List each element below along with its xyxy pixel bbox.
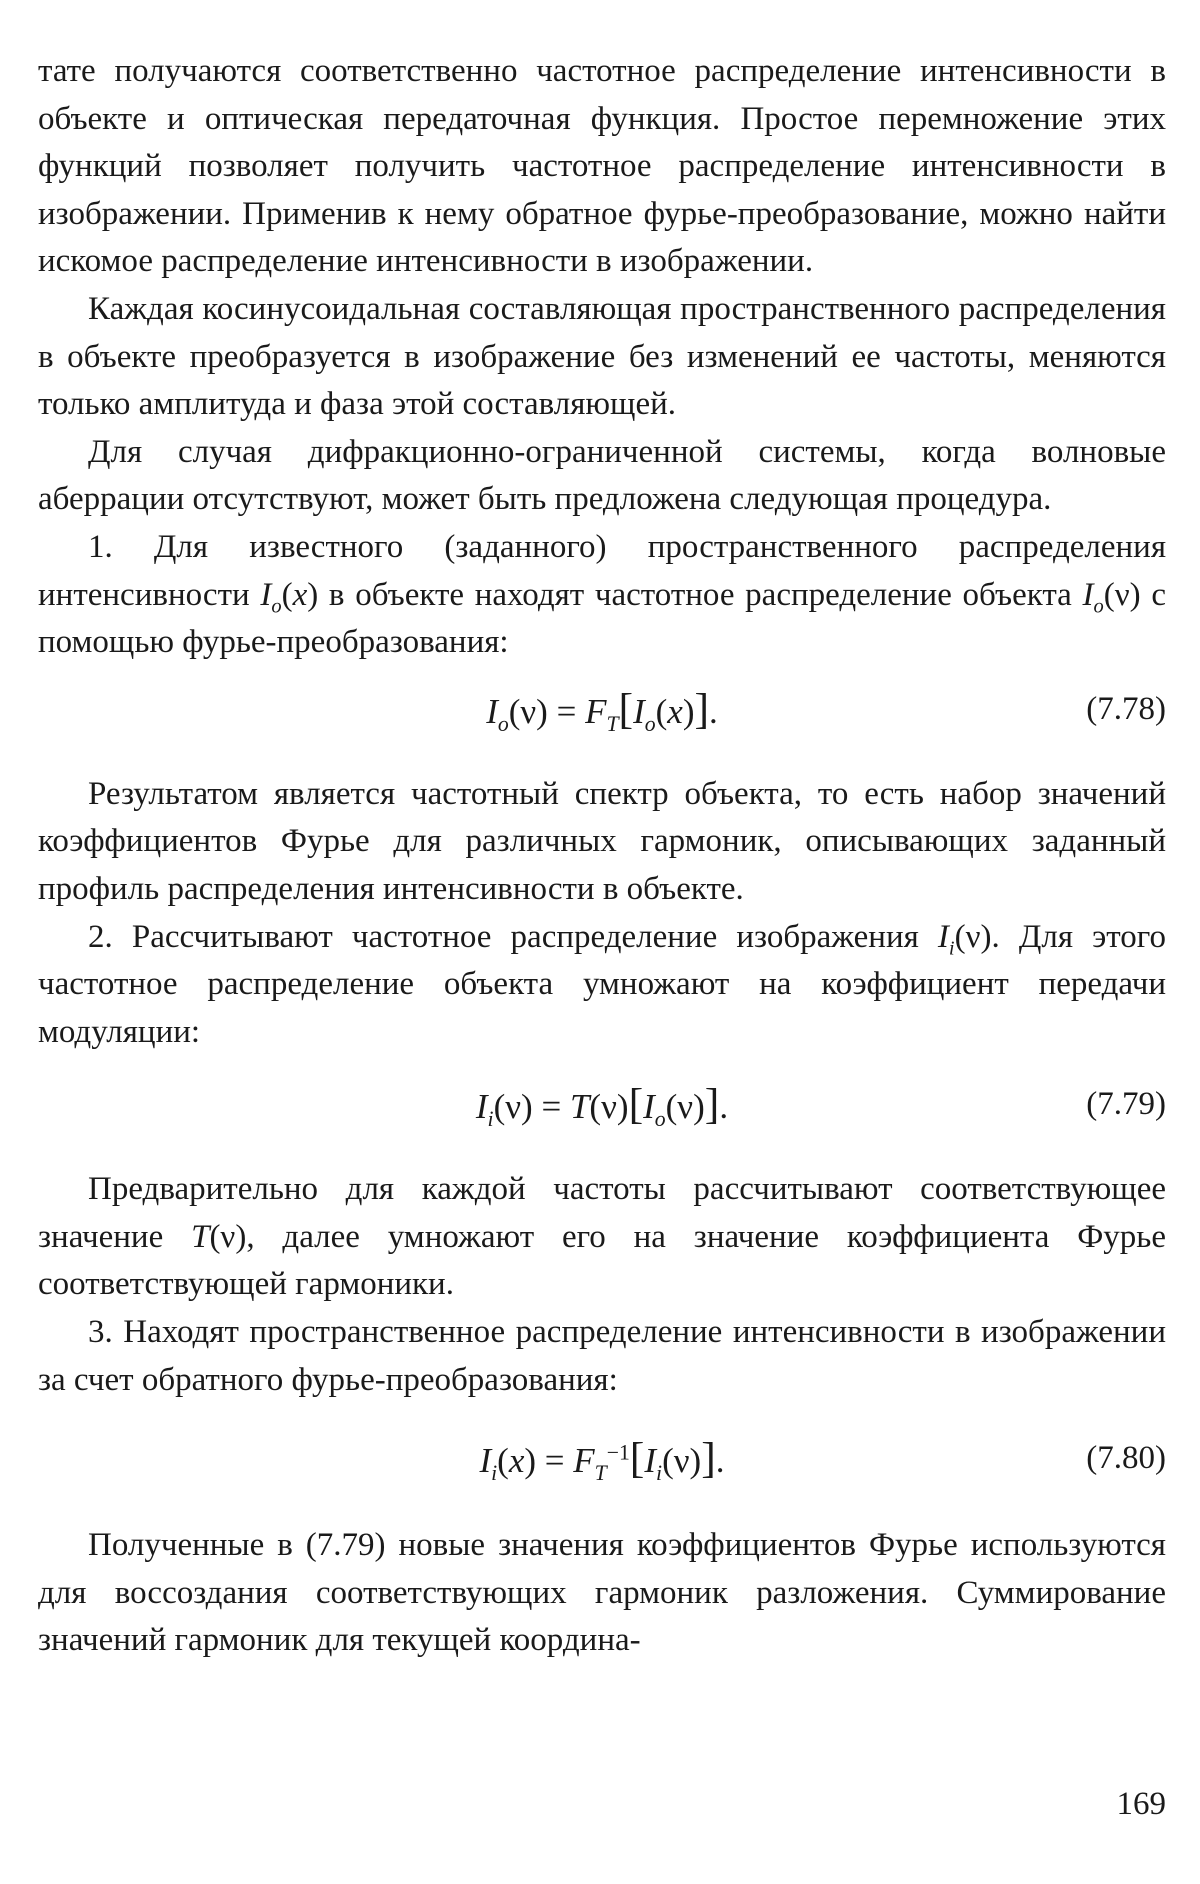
page-content	[38, 48, 1166, 1665]
equation-7-79	[38, 1080, 1166, 1132]
inline-formula-io-nu: $I_o$	[1082, 576, 1104, 618]
equation-7-78-formula: $I_o(\nu) = F_T[I_o(x)]$.	[486, 684, 718, 736]
paragraph-6-text-b: . Для этого частотное распределение объекта умножают на коэффициент передачи модуляции:	[38, 918, 1166, 1050]
equation-7-79-formula: $I_i(\nu) = T(\nu)[I_o(\nu)]$.	[475, 1080, 729, 1132]
equation-number: (7.80)	[1086, 1440, 1166, 1477]
page-number: 169	[1116, 1786, 1166, 1822]
paragraph-2: Каждая косинусоидальная составляющая пространственного распределения в объекте преобразуется в изображение без изменений ее частоты, меняются только амплитуда и фаза этой составляющей.	[38, 290, 1166, 423]
inline-formula-ii-nu: $I_i$	[937, 918, 955, 960]
equation-7-78	[38, 684, 1166, 736]
equation-number: (7.78)	[1086, 690, 1166, 727]
equation-7-80	[38, 1434, 1166, 1486]
paragraph-7-text-a: Предварительно для каждой частоты рассчитывают соответствующее значение	[38, 1171, 1166, 1255]
paragraph-3: Для случая дифракционно-ограниченной системы, когда волновые аберрации отсутствуют, может быть предложена следующая процедура.	[38, 433, 1166, 518]
paragraph-9: Полученные в (7.79) новые значения коэффициентов Фурье используются для воссоздания соответствующих гармоник разложения. Суммирование значений гармоник для текущей координа-	[38, 1527, 1166, 1659]
paragraph-5: Результатом является частотный спектр объекта, то есть набор значений коэффициентов Фурье для различных гармоник, описывающих заданный профиль распределения интенсивности в объекте.	[38, 775, 1166, 907]
inline-formula-io-x: $I_o$	[260, 576, 282, 618]
equation-number: (7.79)	[1086, 1086, 1166, 1123]
paragraph-7-text-b: , далее умножают его на значение коэффициента Фурье соответствующей гармоники.	[38, 1218, 1167, 1303]
paragraph-6-text-a: 2. Рассчитывают частотное распределение изображения	[88, 918, 938, 955]
paragraph-4-text-b: в объекте находят частотное распределение объекта	[318, 576, 1083, 613]
paragraph-4-text-a: 1. Для известного (заданного) пространственного распределения интенсивности	[38, 528, 1166, 613]
paragraph-1: тате получаются соответственно частотное распределение интенсивности в объекте и оптическая передаточная функция. Простое перемножение этих функций позволяет получить частотное распределение интенсивности в изображении. Применив к нему обратное фурье-преобразование, можно найти искомое распределение интенсивности в изображении.	[38, 53, 1166, 280]
inline-formula-t-nu: T	[191, 1218, 210, 1255]
paragraph-6: 2. Рассчитывают частотное распределение изображения $I_i(\nu)$. Для этого частотное распределение объекта умножают на коэффициент передачи модуляции:	[38, 918, 1166, 1050]
paragraph-4: 1. Для известного (заданного) пространственного распределения интенсивности $I_o(x)$ в объекте находят частотное распределение объекта $I_o(\nu)$ с помощью фурье-преобразования:	[38, 528, 1166, 661]
paragraph-7: Предварительно для каждой частоты рассчитывают соответствующее значение T(ν), далее умножают его на значение коэффициента Фурье соответствующей гармоники.	[38, 1171, 1167, 1303]
paragraph-8: 3. Находят пространственное распределение интенсивности в изображении за счет обратного фурье-преобразования:	[38, 1314, 1166, 1398]
equation-7-80-formula: $I_i(x) = F_T^{-1}[I_i(\nu)]$.	[479, 1434, 725, 1486]
paragraph-4-text-c: с помощью фурье-преобразования:	[38, 576, 1166, 661]
